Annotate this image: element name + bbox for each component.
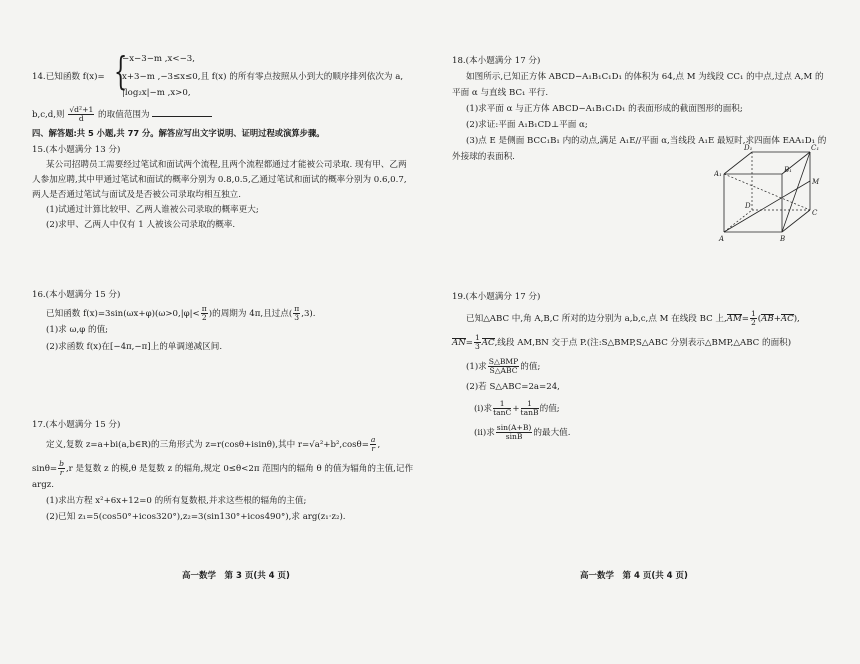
text-fragment: (1)求 [466,361,487,372]
question-14-line-2 [32,106,212,123]
question-header: 16.(本小题满分 15 分) [32,290,121,300]
subquestion: (3)点 E 是侧面 BCC₁B₁ 内的动点,满足 A₁E//平面 α,当线段 A₁E 最短时,求四面体 EAA₁D₁ 的 [466,136,827,146]
text-fragment: (ⅱ)求 [474,427,495,438]
fraction [474,334,481,351]
fraction [201,305,208,322]
label-A: A [719,235,725,243]
denominator: S△ABC [489,365,518,375]
fraction [293,305,300,322]
text-fragment: 的取值范围为 [98,109,150,120]
numerator: b [59,459,64,468]
subquestion: (2)若 S△ABC=2a=24, [466,382,560,392]
question-header: 17.(本小题满分 15 分) [32,420,121,430]
section-heading: 四、解答题:共 5 小题,共 77 分。解答应写出文字说明、证明过程或演算步骤。 [32,128,325,138]
label-M: M [812,178,820,186]
subquestion: (2)已知 z₁=5(cos50°+icos320°),z₂=3(sin130°+icos490°),求 arg(z₁·z₂). [46,512,346,522]
subquestion: (1)试通过计算比较甲、乙两人谁被公司录取的概率更大; [46,205,259,215]
subquestion: (2)求函数 f(x)在[−4π,−π]上的单调递减区间. [46,342,223,352]
text-fragment: + [512,403,520,414]
paragraph-line [32,305,316,322]
paragraph-line: 如图所示,已知正方体 ABCD−A₁B₁C₁D₁ 的体积为 64,点 M 为线段 CC₁ 的中点,过点 A,M 的 [466,72,824,82]
paragraph-line: 两人是否通过笔试与面试及是否被公司录取均相互独立. [32,190,241,200]
denominator: sinB [505,431,523,441]
question-header: 18.(本小题满分 17 分) [452,56,541,66]
cube-diagram [714,142,824,246]
denominator: r [371,443,375,453]
text-fragment: 已知函数 f(x)=3sin(ωx+φ) [46,308,155,319]
label-D1: D₁ [744,144,753,152]
piecewise-case-1: −x−3−m ,x<−3, [122,54,195,64]
text-fragment: ,3). [301,308,316,319]
subquestion: (2)求证:平面 A₁B₁CD⊥平面 α; [466,120,588,130]
label-B: B [780,235,786,243]
subquestion: (1)求平面 α 与正方体 ABCD−A₁B₁C₁D₁ 的表面形成的截面图形的面积; [466,104,743,114]
text-fragment: ,r 是复数 z 的模,θ 是复数 z 的辐角,规定 0≤θ<2π 范围内的辐角 θ 的值为辐角的主值,记作 [65,463,414,474]
text-fragment: ,线段 AM,BN 交于点 P.(注:S△BMP,S△ABC 分别表示△BMP,△ABC 的面积) [494,337,792,348]
label-D: D [745,202,751,210]
label-A1: A₁ [714,170,722,178]
text-fragment: 的最大值. [533,427,571,438]
fraction [496,424,533,441]
denominator: tanB [520,407,539,417]
numerator: 1 [521,400,539,409]
paragraph-line: 平面 α 与直线 BC₁ 平行. [452,88,549,98]
hidden-edge-AD [724,210,752,232]
denominator: 2 [750,317,756,327]
denominator: 3 [474,341,480,351]
paragraph-line: argz. [32,480,54,490]
text-fragment: 的值; [520,361,541,372]
numerator: 1 [750,309,756,318]
paragraph-line: 人参加应聘,其中甲通过笔试和面试的概率分别为 0.8,0.5,乙通过笔试和面试的概率分别为 0.6,0.7, [32,175,407,185]
vector-AM: AM [726,313,742,324]
answer-blank [152,116,212,117]
text-fragment: (ⅰ)求 [474,403,493,414]
text-fragment: , [377,439,381,450]
edge-A1D1 [724,152,752,174]
numerator: √d²+1 [69,105,94,114]
numerator: a [370,435,376,444]
subquestion: (2)求甲、乙两人中仅有 1 人被该公司录取的概率. [46,220,236,230]
fraction [488,358,520,375]
subquestion [452,358,540,375]
vector-AC: AC [780,313,794,324]
fraction [370,436,377,453]
numerator: π [201,304,207,313]
fraction [68,106,94,123]
label-C1: C₁ [811,144,820,152]
piecewise-case-3: |log₂x|−m ,x>0, [122,88,191,98]
vector-AB: AB [761,313,774,324]
fraction [58,460,65,477]
fraction [521,400,539,417]
denominator: tanC [493,407,512,417]
denominator: 2 [201,312,207,322]
text-fragment: 的值; [539,403,560,414]
paragraph-line [32,460,413,477]
denominator: d [78,113,84,123]
piecewise-case-2: x+3−m ,−3≤x≤0,且 f(x) 的所有零点按照从小到大的顺序排列依次为 a, [122,72,404,82]
numerator: S△BMP [488,357,519,366]
subquestion: (1)求出方程 x²+6x+12=0 的所有复数根,并求这些根的辐角的主值; [46,496,307,506]
vector-AC: AC [481,337,495,348]
paragraph-line: 已知△ABC 中,角 A,B,C 所对的边分别为 a,b,c,点 M 在线段 BC 上,AM= $\frac{1}{2}$ (AB+AC), [466,309,800,327]
text-fragment: sinθ= [32,463,58,474]
fraction [750,310,757,327]
subquestion-part [474,400,560,417]
denominator: r [59,467,64,477]
text-fragment: = [741,313,749,324]
question-header: 19.(本小题满分 17 分) [452,292,541,302]
denominator: 3 [294,312,300,322]
question-14-lead: 14.已知函数 f(x)= [32,72,105,82]
vector-AN: AN [452,337,466,348]
hidden-diagonal [724,174,810,210]
label-B1: B₁ [784,166,792,174]
numerator: sin(A+B) [496,423,532,432]
text-fragment: (ω>0,|φ|< [154,308,200,319]
text-fragment: 已知△ABC 中,角 A,B,C 所对的边分别为 a,b,c,点 M 在线段 BC 上, [466,313,727,324]
text-fragment: = [465,337,473,348]
label-C: C [812,209,818,217]
text-fragment: + [773,313,781,324]
segment-AM [724,181,810,232]
subquestion-part [474,424,570,441]
diagonal-BC1 [782,152,810,232]
question-header: 15.(本小题满分 13 分) [32,145,121,155]
subquestion: (1)求 ω,φ 的值; [46,325,109,335]
page-footer: 高一数学 第 3 页(共 4 页) [182,571,290,581]
fraction [493,400,511,417]
page-footer: 高一数学 第 4 页(共 4 页) [580,571,688,581]
paragraph-line [32,436,380,453]
text-fragment: 定义,复数 z=a+bi(a,b∈R)的三角形式为 z=r(cosθ+isinθ),其中 r=√a²+b²,cosθ= [46,439,369,450]
text-fragment: b,c,d,则 [32,109,65,120]
paragraph-line: 某公司招聘员工需要经过笔试和面试两个流程,且两个流程都通过才能被公司录取. 现有甲、乙两 [46,160,407,170]
text-fragment: )的周期为 4π,且过点( [208,308,293,319]
numerator: 1 [493,400,511,409]
piecewise-brace: { [114,49,128,93]
paragraph-line: 外接球的表面积. [452,152,515,162]
paragraph-line [452,334,791,351]
numerator: 1 [474,333,480,342]
numerator: π [294,304,300,313]
